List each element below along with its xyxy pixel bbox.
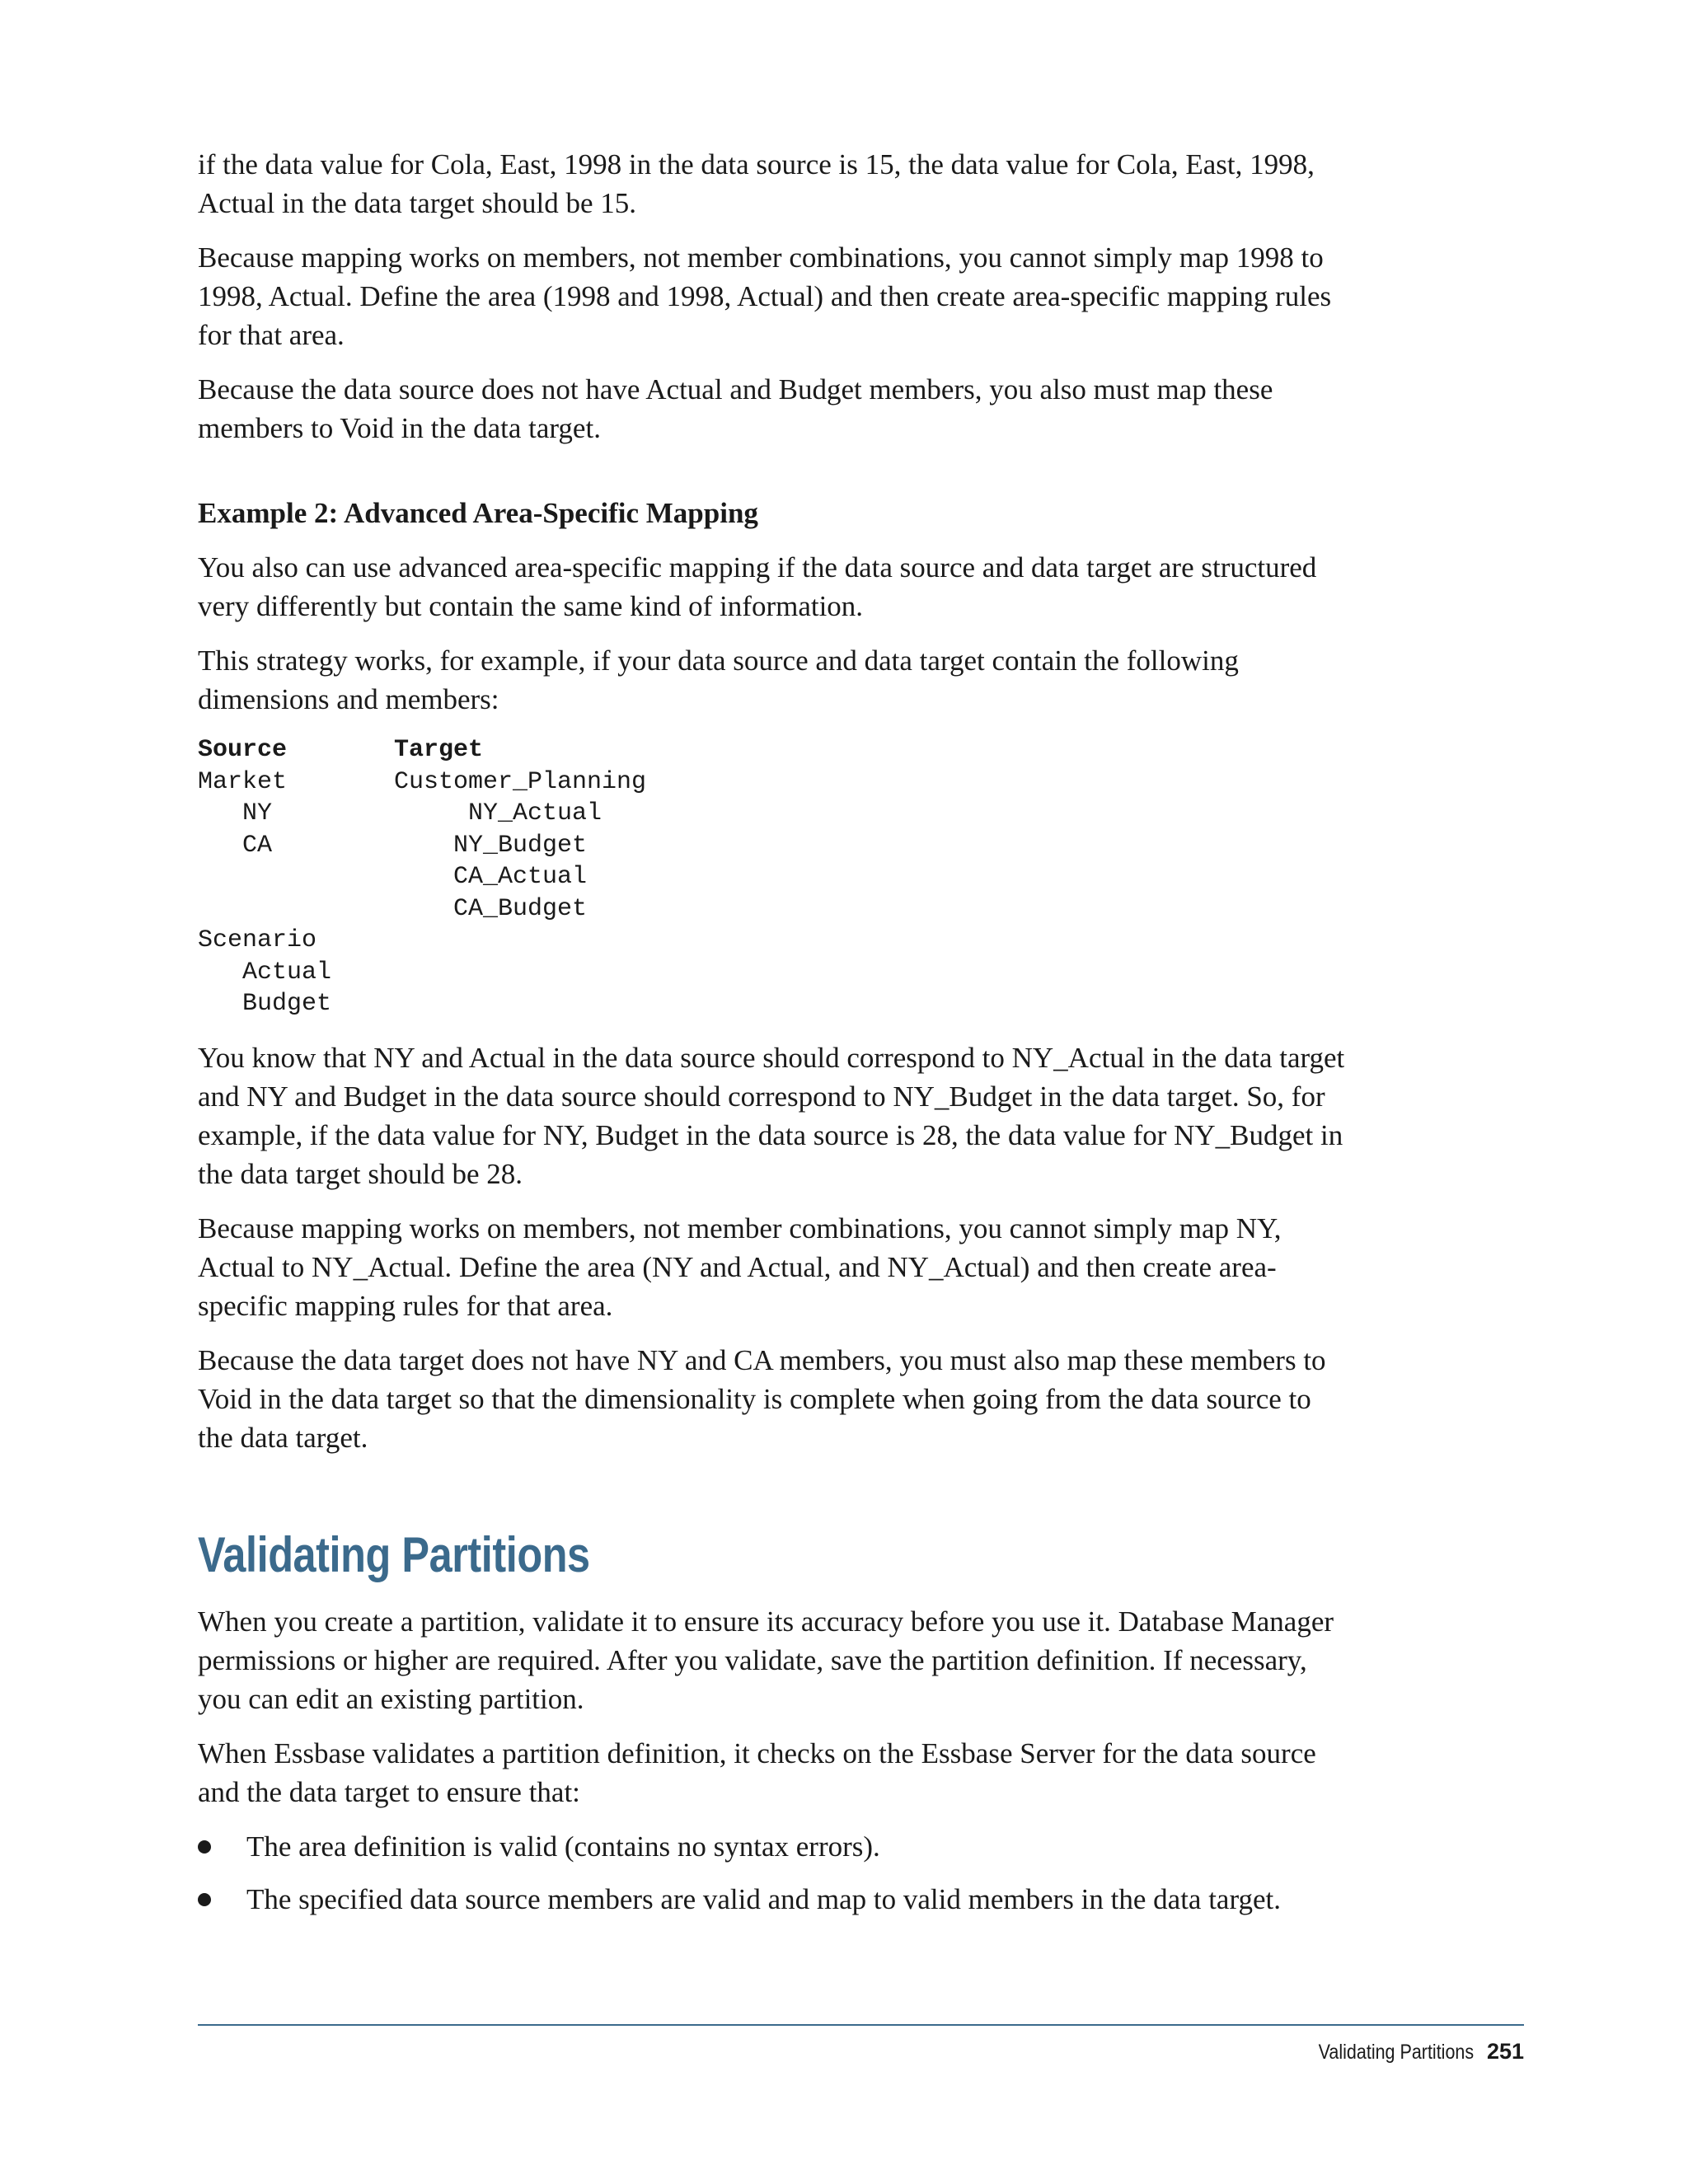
bullet-icon	[198, 1893, 211, 1906]
paragraph-void-members: Because the data source does not have Actual and Budget members, you also must map these members to Void in the data target.	[198, 373, 1273, 444]
paragraph-mapping-ny: Because mapping works on members, not member combinations, you cannot simply map NY, Actual to NY_Actual. Define the area (NY and Actual, and NY_Actual) and then create area-specific mapping rules for that area.	[198, 1212, 1282, 1322]
footer-section-title: Validating Partitions	[1318, 2041, 1474, 2064]
code-source-cell	[198, 861, 394, 893]
code-row	[198, 988, 1352, 1020]
list-item	[198, 1880, 1352, 1919]
paragraph-ny-correspondence: You know that NY and Actual in the data source should correspond to NY_Actual in the data target and NY and Budget in the data source should correspond to NY_Budget in the data target. So, for example, if the data value for NY, Budget in the data source is 28, the data value for NY_Budget in the data target should be 28.	[198, 1041, 1345, 1190]
footer-divider	[198, 2024, 1524, 2026]
paragraph-advanced-mapping: You also can use advanced area-specific mapping if the data source and data target are structured very differently but contain the same kind of information.	[198, 551, 1317, 622]
paragraph-strategy: This strategy works, for example, if your data source and data target contain the following dimensions and members:	[198, 644, 1239, 715]
code-target-cell: CA_Actual	[394, 863, 588, 891]
bullet-icon	[198, 1840, 211, 1854]
code-target-cell: NY_Actual	[394, 799, 603, 827]
code-target-cell: NY_Budget	[394, 831, 588, 860]
list-item-text: The area definition is valid (contains no syntax errors).	[246, 1830, 880, 1863]
code-row	[198, 893, 1352, 926]
paragraph-create-partition: When you create a partition, validate it to ensure its accuracy before you use it. Database Manager permissions or higher are required. After you validate, save the partition definition. If necessary, you can edit an existing partition.	[198, 1605, 1334, 1715]
code-row	[198, 766, 1352, 799]
code-source-cell: Scenario	[198, 926, 317, 954]
code-row	[198, 861, 1352, 893]
code-source-cell: Market	[198, 767, 288, 796]
paragraph-dimensionality: Because the data target does not have NY and CA members, you must also map these members to Void in the data target so that the dimensionality is complete when going from the data source to the data target.	[198, 1343, 1326, 1454]
paragraph-essbase-validates: When Essbase validates a partition definition, it checks on the Essbase Server for the data source and the data target to ensure that:	[198, 1736, 1316, 1808]
code-source-cell: NY	[198, 799, 273, 827]
code-source-cell: Budget	[198, 990, 332, 1018]
code-row	[198, 925, 1352, 957]
example-2-heading: Example 2: Advanced Area-Specific Mapping	[198, 497, 758, 529]
code-row	[198, 830, 1352, 862]
document-page	[198, 145, 1352, 1933]
page-footer	[1293, 2039, 1524, 2064]
code-source-cell: CA	[198, 831, 273, 860]
code-header-target: Target	[394, 736, 484, 764]
paragraph-mapping-1998: Because mapping works on members, not member combinations, you cannot simply map 1998 to 1998, Actual. Define the area (1998 and 1998, Actual) and then create area-specific mapping rules for that area.	[198, 241, 1332, 351]
code-row	[198, 798, 1352, 830]
validation-checklist	[198, 1827, 1352, 1919]
code-source-cell	[198, 893, 394, 926]
code-target-cell: CA_Budget	[394, 894, 588, 923]
section-heading-validating-partitions: Validating Partitions	[198, 1526, 590, 1582]
code-target-cell: Customer_Planning	[394, 767, 647, 796]
dimension-code-listing	[198, 734, 1352, 1020]
paragraph-cola-value: if the data value for Cola, East, 1998 in the data source is 15, the data value for Cola, East, 1998, Actual in the data target should be 15.	[198, 148, 1315, 219]
code-source-cell: Actual	[198, 958, 332, 987]
code-header-source: Source	[198, 736, 288, 764]
code-row	[198, 957, 1352, 989]
list-item-text: The specified data source members are valid and map to valid members in the data target.	[246, 1882, 1281, 1915]
list-item	[198, 1827, 1352, 1866]
page-number: 251	[1486, 2039, 1524, 2064]
code-header-row	[198, 734, 1352, 766]
